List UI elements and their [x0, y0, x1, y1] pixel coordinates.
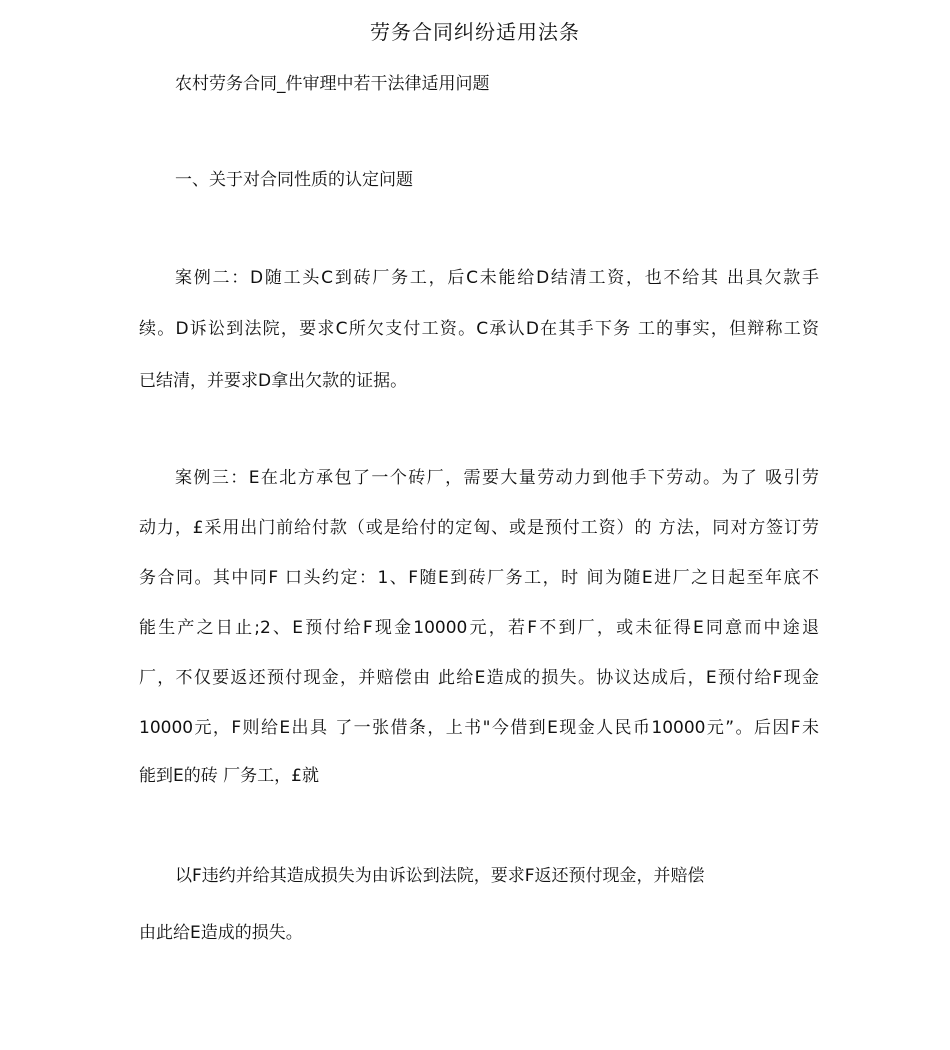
case3-line-2: 动力，£采用出门前给付款（或是给付的定匈、或是预付工资）的 方法，同对方签订劳 [139, 518, 819, 538]
document-title: 劳务合同纠纷适用法条 [370, 20, 580, 44]
case2-line-1: 案例二：D随工头C到砖厂务工，后C未能给D结清工资，也不给其 出具欠款手 [175, 268, 819, 288]
case3-line-6: 10000元，F则给E出具 了一张借条，上书"今借到E现金人民币10000元”。后因F未 [139, 718, 819, 738]
case3-line-3: 务合同。其中同F 口头约定：1、F随E到砖厂务工，时 间为随E进厂之日起至年底不 [139, 568, 819, 588]
case3-line-5: 厂，不仅要返还预付现金，并赔偿由 此给E造成的损失。协议达成后，E预付给F现金 [139, 668, 819, 688]
final-line-2: 由此给E造成的损失。 [139, 923, 303, 943]
case2-line-2: 续。D诉讼到法院，要求C所欠支付工资。C承认D在其手下务 工的事实，但辩称工资 [139, 319, 819, 339]
case3-line-1: 案例三：E在北方承包了一个砖厂，需要大量劳动力到他手下劳动。为了 吸引劳 [175, 468, 819, 488]
case3-line-7: 能到E的砖 厂务工，£就 [139, 766, 319, 786]
final-line-1: 以F违约并给其造成损失为由诉讼到法院，要求F返还预付现金，并赔偿 [175, 866, 705, 886]
case2-line-3: 已结清，并要求D拿出欠款的证据。 [139, 371, 408, 391]
section-heading: 一、关于对合同性质的认定问题 [175, 170, 413, 190]
document-subtitle: 农村劳务合同_件审理中若干法律适用问题 [175, 74, 490, 94]
case3-line-4: 能生产之日止;2、E预付给F现金10000元，若F不到厂，或未征得E同意而中途退 [139, 618, 819, 638]
